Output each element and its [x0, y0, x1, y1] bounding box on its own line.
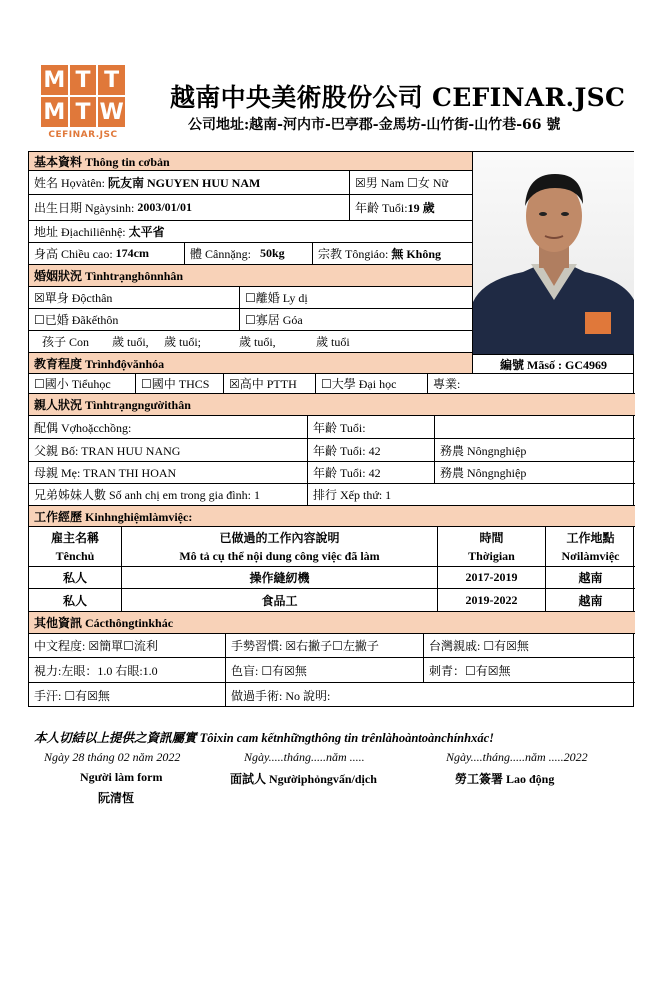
employer-header-zh: 雇主名稱: [50, 530, 99, 545]
work-table-header: [29, 527, 635, 567]
table-row: [29, 589, 635, 612]
row-other-2: [29, 658, 635, 683]
work-time: 2019-2022: [437, 589, 545, 611]
date-interviewer: Ngày.....tháng.....năm .....: [244, 750, 365, 764]
row-address: [29, 221, 472, 243]
color-blind: 色盲: ☐有☒無: [225, 658, 423, 682]
work-description: 食品工: [121, 589, 437, 611]
chinese-level: 中文程度: ☒簡單☐流利: [34, 639, 158, 653]
edu-middle: ☐國中 THCS: [135, 374, 223, 393]
marital-married: ☐已婚 Đãkếthôn: [34, 313, 119, 327]
row-siblings: [29, 484, 635, 506]
row-education: [29, 374, 635, 394]
child-age-2: 歲 tuổi;: [164, 335, 202, 349]
desc-header-zh: 已做過的工作內容說明: [219, 530, 340, 545]
mother-name: 母親 Mẹ: TRAN THI HOAN: [34, 466, 177, 480]
pledge-statement: 本人切結以上提供之資訊屬實 Tôixin cam kếtnhữngthông tin trênlàhoàntoànchínhxác!: [34, 731, 494, 745]
surgery: 做過手術: No 說明:: [225, 683, 635, 707]
dob-value: 2003/01/01: [137, 200, 193, 214]
section-work: 工作經歷 Kinhnghiệmlàmviệc:: [29, 506, 635, 527]
date-worker: Ngày....tháng.....năm .....2022: [446, 750, 588, 764]
logo-caption: CEFINAR.JSC: [48, 130, 118, 140]
row-body: [29, 243, 472, 265]
work-employer: 私人: [62, 571, 87, 585]
desc-header-vi: Mô tả cụ thể nội dung công việc đã làm: [179, 548, 380, 563]
marital-divorced: ☐離婚 Ly dị: [239, 287, 472, 308]
work-place: 越南: [545, 589, 635, 611]
child-age-3: 歲 tuổi,: [239, 335, 276, 349]
section-marital: 婚姻狀況 Tìnhtrạnghônnhân: [29, 265, 472, 287]
edu-primary: ☐國小 Tiểuhọc: [34, 377, 111, 391]
row-other-1: [29, 634, 635, 658]
row-name: [29, 171, 472, 195]
marital-single: ☒單身 Độcthân: [34, 291, 113, 305]
weight-value: 50kg: [260, 246, 285, 260]
place-header-vi: Nơilàmviệc: [561, 548, 620, 563]
father-name: 父親 Bố: TRAN HUU NANG: [34, 443, 181, 458]
mother-job: 務農 Nôngnghiệp: [434, 462, 635, 483]
spouse-age: 年齡 Tuổi:: [307, 416, 434, 438]
row-dob: [29, 195, 472, 221]
section-family: 親人狀況 Tìnhtrạngngườithân: [29, 394, 635, 416]
father-job: 務農 Nôngnghiệp: [434, 439, 635, 461]
time-header-vi: Thờigian: [468, 548, 515, 563]
time-header-zh: 時間: [479, 530, 504, 545]
work-employer: 私人: [62, 593, 87, 608]
applicant-code: 編號 Mãsố : GC4969: [472, 355, 634, 374]
row-children: [29, 331, 472, 353]
place-header-zh: 工作地點: [566, 530, 615, 545]
company-address: 公司地址:越南-河内市-巴亭郡-金馬坊-山竹街-山竹巷-66 號: [188, 117, 561, 133]
child-age-4: 歲 tuổi: [316, 335, 350, 349]
religion-value: 無 Không: [391, 247, 442, 261]
sign-form-maker: Người làm form: [80, 770, 163, 784]
form-maker-signature: 阮清恆: [98, 791, 135, 805]
address-label: 地址 Địachiliênhệ:: [34, 225, 126, 239]
vision: 視力:左眼：1.0 右眼:1.0: [34, 663, 158, 678]
religion-label: 宗教 Tôngiáo:: [318, 247, 389, 261]
work-description: 操作縫紉機: [121, 567, 437, 588]
hand-sweat: 手汗: ☐有☒無: [34, 688, 110, 703]
work-place: 越南: [545, 567, 635, 588]
name-label: 姓名 Họvàtên:: [34, 176, 105, 190]
gender-female: ☐女 Nữ: [407, 176, 449, 190]
siblings-count: 兄弟姊妹人數 Số anh chị em trong gia đình: 1: [34, 488, 260, 502]
sign-worker: 勞工簽署 Lao động: [455, 772, 555, 786]
document-header: [0, 0, 650, 150]
work-time: 2017-2019: [437, 567, 545, 588]
marital-widowed: ☐寡居 Góa: [239, 309, 472, 330]
height-label: 身高 Chiều cao:: [34, 247, 113, 261]
row-marital-1: [29, 287, 472, 309]
section-basic-info: 基本資料 Thông tin cơbản: [29, 152, 472, 171]
spouse-label: 配偶 Vợhoặcchồng:: [34, 420, 132, 435]
applicant-photo: [472, 152, 634, 355]
section-other: 其他資訊 Cácthôngtinkhác: [29, 612, 635, 634]
name-value: 阮友南 NGUYEN HUU NAM: [108, 176, 261, 190]
hand-habit: 手勢習慣: ☒右撇子☐左撇子: [225, 634, 423, 657]
row-mother: [29, 462, 635, 484]
children-label: 孩子 Con: [42, 335, 90, 349]
mother-age: 年齡 Tuổi: 42: [307, 462, 434, 483]
employer-header-vi: Tênchủ: [55, 548, 95, 563]
date-form: Ngày 28 tháng 02 năm 2022: [44, 750, 181, 764]
weight-label: 體 Cânnặng:: [190, 247, 251, 261]
row-other-3: [29, 683, 635, 707]
sibling-rank: 排行 Xếp thứ: 1: [307, 484, 635, 505]
company-logo: M T T M T W CEFINAR.JSC: [38, 64, 128, 144]
gender-male: ☒男 Nam: [355, 176, 405, 190]
address-value: 太平省: [128, 225, 165, 239]
row-father: [29, 439, 635, 462]
edu-high: ☒高中 PTTH: [223, 374, 315, 393]
age-value: 19 歲: [407, 201, 435, 215]
edu-university: ☐大學 Đại học: [315, 374, 427, 393]
row-spouse: [29, 416, 635, 439]
height-value: 174cm: [115, 246, 149, 260]
applicant-form: [28, 151, 634, 707]
sign-interviewer: 面試人 Ngườiphỏngvấn/dịch: [230, 772, 377, 786]
edu-major: 專業:: [427, 374, 635, 393]
taiwan-relatives: 台灣親戚: ☐有☒無: [423, 634, 635, 657]
table-row: [29, 567, 635, 589]
father-age: 年齡 Tuổi: 42: [307, 439, 434, 461]
age-label: 年齡 Tuổi:: [355, 201, 408, 215]
tattoo: 刺青：☐有☒無: [423, 658, 635, 682]
row-marital-2: [29, 309, 472, 331]
company-name: 越南中央美術股份公司 CEFINAR.JSC: [170, 83, 626, 112]
child-age-1: 歲 tuổi,: [112, 335, 149, 349]
dob-label: 出生日期 Ngàysinh:: [34, 201, 135, 215]
section-education: 教育程度 Trìnhđộvănhóa: [29, 353, 472, 374]
